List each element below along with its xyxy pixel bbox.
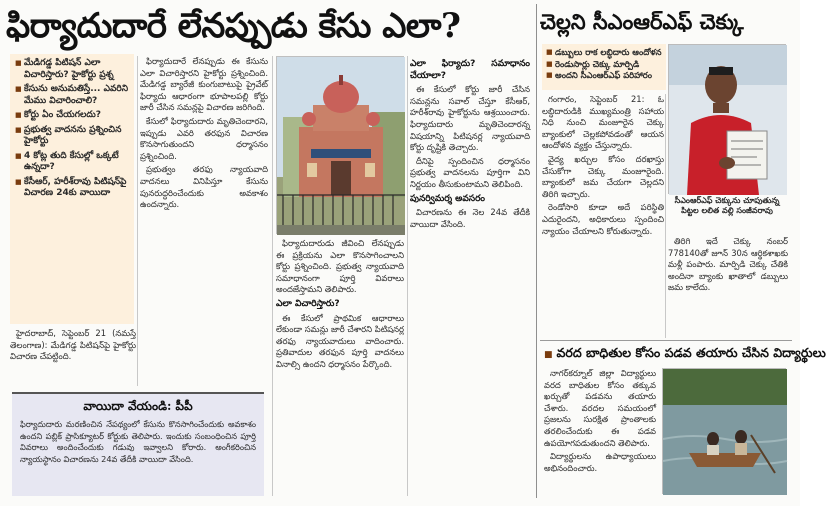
flood-story-headline — [544, 344, 826, 364]
article-paragraph: ఫిర్యాదుదారే లేనప్పుడు ఈ కేసును ఎలా విచారిస్తారని హైకోర్టు ప్రశ్నించింది. మేడిగడ్డ బ్యారేజీ కుంగుబాటుపై ప్రైవేట్ ఫిర్యాదు ఆధారంగా భూపాలపల్లి కోర్టు జారీ చేసిన సమన్లపై విచారణ జరిగింది. — [140, 56, 268, 113]
article-paragraph: విద్యార్థులను ఉపాధ్యాయులు అభినందించారు. — [544, 451, 656, 473]
callout-box — [12, 392, 264, 496]
sub-heading: ఎలా విచారిస్తారు? — [276, 298, 340, 309]
flood-boat-photo — [662, 368, 786, 494]
main-story-column-3 — [410, 56, 530, 490]
article-paragraph: గంగారం, సెప్టెంబర్ 21: ఓ లబ్ధిదారుడికి ముఖ్యమంత్రి సహాయ నిధి నుంచి మంజూరైన చెక్కు బ్యాంకులో చెల్లకపోవడంతో ఆయన ఆందోళన వ్యక్తం చేస్తున్నారు. — [542, 94, 664, 151]
highlight-item: ■ ప్రభుత్వ వాదనను ప్రశ్నించిన హైకోర్టు — [15, 125, 129, 148]
highlight-item: ■ మేడిగడ్డ పిటిషన్ ఎలా విచారిస్తారు? హైకోర్టు ప్రశ్న — [15, 58, 129, 81]
highlight-item: ■ కోర్టు ఏం చేయగలదు? — [15, 110, 129, 122]
cmrf-story-column-2 — [668, 236, 788, 338]
highlight-item: ■ రెండుసార్లు చెక్కు మార్పిడి — [546, 59, 662, 70]
main-story-column-2 — [276, 238, 404, 390]
article-paragraph: విచారణను ఈ నెల 24వ తేదీకి వాయిదా వేసింది. — [410, 207, 530, 229]
highlight-item: ■ అందని సీఎంఆర్‌ఎఫ్ పరిహారం — [546, 70, 662, 81]
high-court-building-icon — [277, 57, 405, 235]
cmrf-headline: చెల్లని సీఎంఆర్‌ఎఫ్ చెక్కు — [540, 9, 744, 34]
column-divider — [137, 56, 138, 386]
section-divider — [536, 4, 537, 498]
flood-headline-text: వరద బాధితుల కోసం పడవ తయారు చేసిన విద్యార్థులు — [556, 345, 826, 360]
article-paragraph: ఫిర్యాదుదారుడు జీవించి లేనప్పుడు ఈ ప్రక్రియను ఎలా కొనసాగించాలని కోర్టు ప్రశ్నించింది. ప్రభుత్వ న్యాయవాది సమాధానంగా పూర్తి వివరాలు అందజేస్తామని తెలిపారు. — [276, 238, 404, 295]
highlight-item: ■ 4 కోట్ల తుది కేసుల్లో ఒక్కటే ఉన్నదా? — [15, 151, 129, 174]
article-paragraph: ఈ కేసులో కోర్టు జారీ చేసిన సమన్లను సవాల్ చేస్తూ కేసీఆర్, హరీశ్‌రావు హైకోర్టును ఆశ్రయించారు. ఫిర్యాదుదారు మృతిచెందారన్న విషయాన్ని పిటిషనర్ల న్యాయవాది కోర్టు దృష్టికి తెచ్చారు. — [410, 84, 530, 153]
high-court-photo — [276, 56, 404, 234]
sub-heading: పునర్విమర్శ అవసరం — [410, 193, 485, 204]
article-paragraph: వైద్య ఖర్చుల కోసం దరఖాస్తు చేసుకోగా చెక్కు మంజూరైంది. బ్యాంకులో జమ చేయగా చెల్లదని తిరిగి ఇచ్చారు. — [542, 153, 664, 199]
article-paragraph: నాగర్‌కర్నూల్ జిల్లా విద్యార్థులు వరద బాధితుల కోసం తక్కువ ఖర్చుతో పడవను తయారు చేశారు. వరదల సమయంలో ప్రజలను సురక్షిత ప్రాంతాలకు తరలించేందుకు ఈ పడవ ఉపయోగపడుతుందని తెలిపారు. — [544, 368, 656, 448]
column-divider — [665, 94, 666, 338]
flood-story-column — [544, 368, 656, 494]
article-paragraph: ప్రభుత్వం తరఫు న్యాయవాది వాదనలు వినిపిస్తూ కేసును పునరుద్ధరించేందుకు అవకాశం ఉందన్నారు. — [140, 164, 268, 210]
main-headline: ఫిర్యాదుదారే లేనప్పుడు కేసు ఎలా? — [6, 6, 461, 46]
callout-title: వాయిదా వేయండి: పీపీ — [83, 399, 193, 413]
cmrf-beneficiary-photo — [668, 44, 786, 194]
main-story-dateline — [10, 328, 136, 388]
bullet-square-icon: ■ — [544, 350, 553, 360]
main-highlights-box — [10, 54, 134, 324]
highlight-item: ■ కేసీఆర్, హరీశ్‌రావు పిటిషన్‌పై విచారణ 24కు వాయిదా — [15, 177, 129, 200]
article-paragraph: కేసులో ఫిర్యాదుదారు మృతిచెందారని, ఇప్పుడు ఎవరి తరఫున విచారణ కొనసాగుతుందని ధర్మాసనం ప్రశ్నించింది. — [140, 115, 268, 161]
story-separator — [540, 340, 792, 341]
photo-caption: సీఎంఆర్‌ఎఫ్ చెక్కును చూపుతున్న పిట్టల లలిత వల్లి సంజీవరావు — [674, 196, 780, 215]
highlight-item: ■ డబ్బులు రాక లబ్ధిదారు ఆందోళన — [546, 47, 662, 58]
main-story-column-1 — [140, 56, 268, 382]
article-paragraph: హైదరాబాద్, సెప్టెంబర్ 21 (నమస్తే తెలంగాణ): మేడిగడ్డ పిటిషన్‌పై హైకోర్టు విచారణ చేపట్టింది. — [10, 328, 136, 362]
callout-body: ఫిర్యాదుదారు మరణించిన నేపథ్యంలో కేసును కొనసాగించేందుకు అవకాశం ఉందని పబ్లిక్ ప్రాసిక్యూటర్ కోర్టుకు తెలిపారు. ఇందుకు సంబంధించిన పూర్తి వివరాలు అందించేందుకు గడువు ఇవ్వాలని కోరారు. అంగీకరించిన న్యాయస్థానం విచారణను 24వ తేదీకి వాయిదా వేసింది. — [20, 419, 256, 464]
article-paragraph: ఈ కేసులో ప్రాథమిక ఆధారాలు లేకుండా సమన్లు జారీ చేశారని పిటిషనర్ల తరఫు న్యాయవాదులు వాదించారు. ప్రతివాదుల తరఫున పూర్తి వాదనలు వినాల్సి ఉందని ధర్మాసనం పేర్కొంది. — [276, 312, 404, 369]
person-holding-cheque-icon — [669, 45, 787, 195]
cmrf-highlights-box — [542, 44, 666, 90]
highlight-item: ■ కేసును అనుమతిస్తే... ఎవరిని మేము విచారించాలి? — [15, 84, 129, 107]
page-bottom-margin — [0, 498, 800, 506]
article-paragraph: రెండోసారి కూడా అదే పరిస్థితి ఎదురైందని, అధికారులు స్పందించి న్యాయం చేయాలని కోరుతున్నారు. — [542, 202, 664, 236]
article-paragraph: దీనిపై స్పందించిన ధర్మాసనం ప్రభుత్వ వాదనలను పూర్తిగా విని నిర్ణయం తీసుకుంటామని తెలిపింది. — [410, 155, 530, 189]
column-divider — [272, 56, 273, 496]
boat-on-floodwater-icon — [663, 369, 787, 495]
column-divider — [407, 56, 408, 496]
article-paragraph: తిరిగి ఇదే చెక్కు నంబర్ 778140తో జూన్ 30న ఆర్థికశాఖకు మళ్లీ పంపారు. మార్పిడి చెక్కు చేతికి అందినా బ్యాంకు ఖాతాలో డబ్బులు జమ కాలేదు. — [668, 236, 788, 293]
sub-heading: ఎలా ఫిర్యాదు? సమాధానం చేయాలా? — [410, 59, 530, 81]
